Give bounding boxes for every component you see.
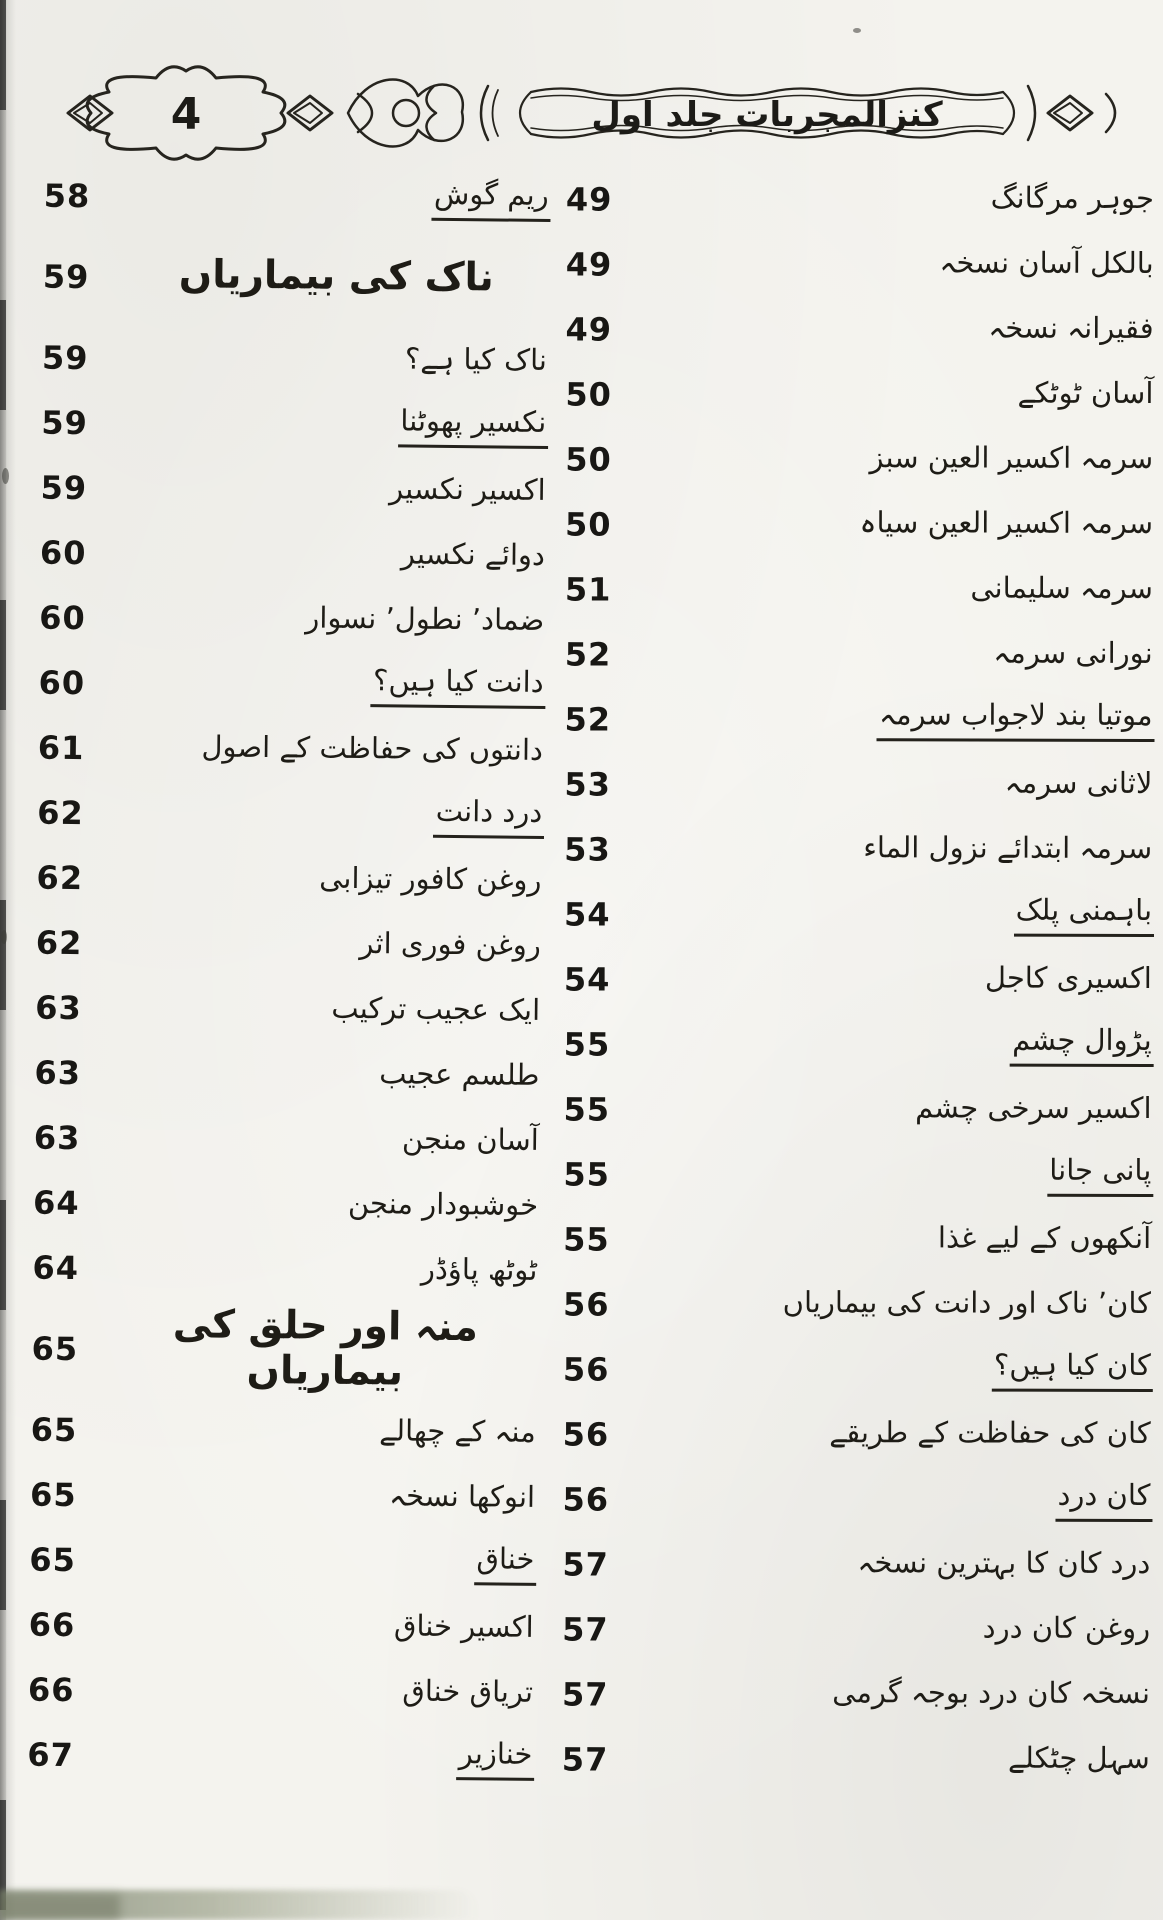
toc-entry-title-cell xyxy=(642,1477,1152,1522)
toc-entry xyxy=(21,389,549,460)
toc-page-number: 54 xyxy=(563,959,611,999)
toc-entry xyxy=(554,816,1154,883)
toc-page-number: 50 xyxy=(565,439,612,479)
page-number: 4 xyxy=(170,89,202,140)
toc-entry-title-cell xyxy=(644,765,1154,804)
bracket-ornament-left xyxy=(481,86,488,140)
toc-entry-title: طلسم عجیب xyxy=(379,1056,540,1092)
toc-entry xyxy=(552,1466,1152,1533)
toc-entry xyxy=(553,1141,1153,1208)
toc-entry xyxy=(555,361,1155,428)
toc-page-number: 50 xyxy=(565,374,612,414)
toc-entry xyxy=(554,686,1154,753)
toc-entry-title-cell xyxy=(121,401,548,449)
toc-page-number: 62 xyxy=(37,793,84,832)
toc-entry-title-cell xyxy=(646,180,1156,219)
toc-entry-title-cell xyxy=(643,1090,1153,1129)
toc-entry xyxy=(23,162,551,233)
toc-entry-title: انوکھا نسخہ xyxy=(388,1478,536,1514)
toc-page-number: 66 xyxy=(28,1605,76,1644)
toc-column-right xyxy=(552,166,1156,1793)
toc-page-number: 65 xyxy=(30,1410,78,1449)
toc-entry xyxy=(553,1206,1153,1273)
toc-entry-title-cell xyxy=(642,1740,1152,1779)
toc-entry-title: درد کان کا بہترین نسخہ xyxy=(857,1545,1151,1580)
toc-entry xyxy=(19,584,547,655)
toc-page-number: 59 xyxy=(42,257,90,296)
toc-entry xyxy=(552,1531,1152,1598)
toc-page-number: 53 xyxy=(564,829,611,869)
toc-entry xyxy=(22,227,550,330)
toc-entry xyxy=(18,649,546,720)
toc-entry-title-cell xyxy=(114,1119,541,1161)
toc-entry-title-cell xyxy=(109,1606,536,1648)
toc-entry xyxy=(14,1039,542,1110)
toc-entry-title: پانی جانا xyxy=(1047,1154,1153,1198)
toc-page-number: 52 xyxy=(564,634,612,674)
toc-page-number: 63 xyxy=(34,1053,82,1092)
toc-page-number: 59 xyxy=(41,403,89,442)
toc-entry-title: نورانی سرمہ xyxy=(993,635,1153,670)
diamond-ornament-right xyxy=(1048,96,1092,130)
toc-entry xyxy=(18,714,546,785)
toc-entry xyxy=(556,166,1156,233)
toc-entry-title-cell xyxy=(120,469,547,511)
toc-entry-title-cell xyxy=(645,375,1155,414)
end-flourish xyxy=(1106,94,1115,132)
toc-entry xyxy=(553,1401,1153,1468)
toc-entry-title-cell xyxy=(115,989,542,1031)
toc-entry-title: درد دانت xyxy=(433,795,544,839)
toc-entry-title-cell xyxy=(643,1220,1153,1259)
toc-entry-title: نسخہ کان درد بوجہ گرمی xyxy=(832,1674,1151,1710)
toc-page-number: 55 xyxy=(563,1024,611,1064)
toc-entry-title-cell xyxy=(645,570,1155,609)
toc-entry-title: پڑوال چشم xyxy=(1010,1023,1154,1067)
toc-page-number: 58 xyxy=(43,176,91,215)
toc-entry-title: سرمہ اکسیر العین سبز xyxy=(869,440,1154,475)
toc-entry xyxy=(7,1721,535,1792)
toc-page-number: 65 xyxy=(29,1475,77,1514)
toc-entry-title-cell xyxy=(644,830,1154,869)
toc-page-number: 63 xyxy=(33,1118,81,1157)
toc-entry-title-cell xyxy=(107,1733,534,1781)
toc-page-number: 63 xyxy=(34,988,82,1027)
toc-entry xyxy=(12,1234,540,1305)
toc-page-number: 50 xyxy=(565,504,612,544)
toc-entry-title: سرمہ اکسیر العین سیاہ xyxy=(859,505,1154,540)
toc-column-left xyxy=(7,162,551,1791)
toc-page-number: 49 xyxy=(565,309,613,349)
toc-entry-title-cell xyxy=(643,1152,1153,1197)
toc-entry-title-cell xyxy=(116,924,543,966)
toc-entry-title-cell xyxy=(646,245,1156,284)
toc-entry-title: دانتوں کی حفاظت کے اصول xyxy=(201,729,544,767)
toc-page-number: 65 xyxy=(29,1540,77,1579)
toc-entry-title: خناق xyxy=(474,1542,536,1586)
toc-entry-title-cell xyxy=(645,440,1155,479)
toc-entry-title: روغن کافور تیزابی xyxy=(319,860,542,897)
toc-entry xyxy=(20,519,548,590)
toc-entry-title-cell xyxy=(116,859,543,901)
toc-page-number: 55 xyxy=(563,1154,610,1194)
toc-entry xyxy=(555,621,1155,688)
toc-page-number: 51 xyxy=(564,569,612,609)
toc-page-number: 60 xyxy=(39,533,87,572)
toc-entry-title-cell xyxy=(109,1538,536,1586)
toc-entry-title: اکسیر خناق xyxy=(393,1608,534,1644)
toc-entry-title-cell xyxy=(119,599,546,641)
toc-page-number: 56 xyxy=(562,1479,610,1519)
toc-entry-title: دوائے نکسیر xyxy=(400,536,546,572)
toc-entry xyxy=(552,1726,1152,1793)
toc-entry-title-cell xyxy=(114,1054,541,1096)
toc-entry-title-cell xyxy=(644,697,1154,742)
toc-entry-title-cell xyxy=(643,1285,1153,1324)
toc-entry-title-cell xyxy=(644,892,1154,937)
toc-entry-title: منہ کے چھالے xyxy=(379,1413,536,1449)
toc-entry xyxy=(16,844,544,915)
toc-entry-title-cell xyxy=(112,1249,539,1291)
toc-entry-title: ضماد٬ نطول٬ نسوار xyxy=(305,600,545,637)
toc-page-number: 62 xyxy=(36,858,84,897)
toc-page-number: 59 xyxy=(41,338,89,377)
scan-smudge xyxy=(0,1890,480,1920)
toc-page-number: 57 xyxy=(562,1609,609,1649)
toc-entry xyxy=(9,1526,537,1597)
toc-entry xyxy=(553,1271,1153,1338)
scan-speck xyxy=(2,468,9,484)
toc-section-heading: ناک کی بیماریاں xyxy=(178,252,495,301)
toc-entry-title-cell xyxy=(642,1610,1152,1649)
toc-page-number: 56 xyxy=(562,1284,610,1324)
toc-page-number: 55 xyxy=(563,1219,610,1259)
toc-entry-title: آنکھوں کے لیے غذا xyxy=(937,1220,1152,1255)
toc-page-number: 64 xyxy=(32,1183,80,1222)
toc-entry xyxy=(11,1299,539,1402)
toc-entry-title-cell xyxy=(113,1184,540,1226)
toc-entry-title: روغن فوری اثر xyxy=(359,925,542,962)
book-title: کنزالمجربات جلد اول xyxy=(591,95,943,135)
toc-entry xyxy=(555,491,1155,558)
toc-entry-title: روغن کان درد xyxy=(982,1610,1151,1645)
toc-entry xyxy=(554,881,1154,948)
toc-page-number: 56 xyxy=(562,1414,610,1454)
toc-entry xyxy=(554,1011,1154,1078)
diamond-ornament-mid xyxy=(288,96,332,130)
toc-page-number: 49 xyxy=(565,244,613,284)
toc-page-number: 64 xyxy=(32,1248,80,1287)
toc-entry-title: جوہر مرگانگ xyxy=(990,180,1154,215)
toc-entry xyxy=(13,1169,541,1240)
toc-entry-title: ناک کیا ہے؟ xyxy=(404,341,548,377)
toc-entry-title: اکسیر سرخی چشم xyxy=(915,1090,1152,1125)
toc-entry xyxy=(554,751,1154,818)
toc-entry-title-cell xyxy=(120,534,547,576)
toc-entry-title: اکسیری کاجل xyxy=(984,960,1152,995)
toc-entry-title: آسان منجن xyxy=(401,1121,540,1157)
toc-entry-title: بالکل آسان نسخہ xyxy=(939,245,1154,280)
toc-entry-title-cell xyxy=(111,1411,538,1453)
toc-entry-title-cell xyxy=(118,661,545,709)
toc-entry-title-cell xyxy=(123,253,550,306)
toc-entry-title: کان٬ ناک اور دانت کی بیماریاں xyxy=(782,1284,1152,1320)
toc-entry-title-cell xyxy=(642,1675,1152,1714)
toc-entry-title: سہل چٹکلے xyxy=(1008,1740,1150,1775)
toc-entry-title-cell xyxy=(645,635,1155,674)
toc-entry xyxy=(8,1591,536,1662)
toc-entry-title: آسان ٹوٹکے xyxy=(1017,375,1154,410)
toc-page-number: 52 xyxy=(564,699,612,739)
toc-page-number: 60 xyxy=(38,663,86,702)
toc-entry-title: دانت کیا ہیں؟ xyxy=(371,664,546,709)
toc-entry-title-cell xyxy=(111,1302,539,1400)
toc-entry-title: نکسیر پھوٹنا xyxy=(398,404,548,449)
toc-entry xyxy=(8,1656,536,1727)
toc-entry-title-cell xyxy=(118,729,545,771)
toc-entry xyxy=(556,231,1156,298)
toc-entry xyxy=(13,1104,541,1175)
toc-entry xyxy=(552,1596,1152,1663)
toc-entry xyxy=(553,1076,1153,1143)
toc-entry-title-cell xyxy=(643,1347,1153,1392)
toc-page-number: 57 xyxy=(562,1544,609,1584)
toc-entry xyxy=(554,946,1154,1013)
toc-entry-title: ریم گوش xyxy=(432,178,551,223)
toc-page-number: 66 xyxy=(27,1670,75,1709)
toc-entry-title: تریاق خناق xyxy=(402,1673,534,1709)
toc-page-number: 54 xyxy=(563,894,611,934)
toc-page-number: 57 xyxy=(561,1739,609,1779)
toc-entry-title: فقیرانہ نسخہ xyxy=(988,310,1154,345)
header-ornament-band xyxy=(36,56,1136,171)
toc-entry-title: کان کیا ہیں؟ xyxy=(992,1348,1153,1392)
toc-entry-title-cell xyxy=(643,1415,1153,1454)
toc-page-number: 65 xyxy=(31,1329,79,1368)
toc-section-heading: منہ اور حلق کی بیماریاں xyxy=(172,1301,479,1395)
toc-entry-title: سرمہ ابتدائے نزول الماء xyxy=(863,830,1153,865)
toc-entry-title: سرمہ سلیمانی xyxy=(970,570,1153,605)
scan-speck xyxy=(1,930,7,944)
toc-page-number: 55 xyxy=(563,1089,611,1129)
toc-entry xyxy=(17,779,545,850)
toc-entry xyxy=(555,426,1155,493)
toc-entry-title-cell xyxy=(122,339,549,381)
toc-entry-title: کان درد xyxy=(1055,1479,1152,1523)
toc-entry-title-cell xyxy=(110,1476,537,1518)
toc-entry-title-cell xyxy=(644,1022,1154,1067)
toc-entry-title: موتیا بند لاجواب سرمہ xyxy=(877,698,1155,742)
toc-page-number: 61 xyxy=(37,728,85,767)
toc-page-number: 57 xyxy=(561,1674,609,1714)
toc-entry-title: اکسیر نکسیر xyxy=(389,471,546,507)
floral-knot-ornament xyxy=(348,79,463,146)
toc-entry-title: باہمنی پلک xyxy=(1014,893,1155,937)
toc-page-number: 53 xyxy=(564,764,611,804)
toc-page-number: 62 xyxy=(35,923,83,962)
toc-entry-title-cell xyxy=(645,505,1155,544)
toc-page-number: 56 xyxy=(562,1349,610,1389)
toc-entry-title: خنازیر xyxy=(457,1737,535,1781)
bracket-ornament-right xyxy=(1028,86,1035,140)
toc-entry-title-cell xyxy=(646,310,1156,349)
page-header xyxy=(36,56,1136,175)
toc-entry xyxy=(553,1336,1153,1403)
toc-entry xyxy=(10,1396,538,1467)
toc-entry xyxy=(555,296,1155,363)
toc-entry-title: ایک عجیب ترکیب xyxy=(331,990,541,1027)
toc-entry xyxy=(20,454,548,525)
toc-entry xyxy=(552,1661,1152,1728)
toc-entry xyxy=(15,974,543,1045)
toc-entry-title-cell xyxy=(642,1545,1152,1584)
toc-page-number: 49 xyxy=(565,179,613,219)
toc-entry xyxy=(16,909,544,980)
toc-entry xyxy=(22,324,550,395)
toc-page-number: 59 xyxy=(40,468,88,507)
toc-entry-title: لاثانی سرمہ xyxy=(1004,765,1153,800)
toc-entry xyxy=(555,556,1155,623)
toc-page-number: 60 xyxy=(39,598,86,637)
toc-entry-title-cell xyxy=(644,960,1154,999)
toc-entry xyxy=(10,1461,538,1532)
toc-entry-title: ٹوٹھ پاؤڈر xyxy=(420,1251,538,1287)
scan-speck xyxy=(853,28,861,33)
toc-entry-title-cell xyxy=(117,791,544,839)
toc-entry-title: کان کی حفاظت کے طریقے xyxy=(829,1414,1151,1450)
toc-entry-title-cell xyxy=(123,174,550,222)
toc-entry-title-cell xyxy=(108,1671,535,1713)
toc-entry-title: خوشبودار منجن xyxy=(347,1185,539,1222)
toc-page-number: 67 xyxy=(27,1735,75,1774)
